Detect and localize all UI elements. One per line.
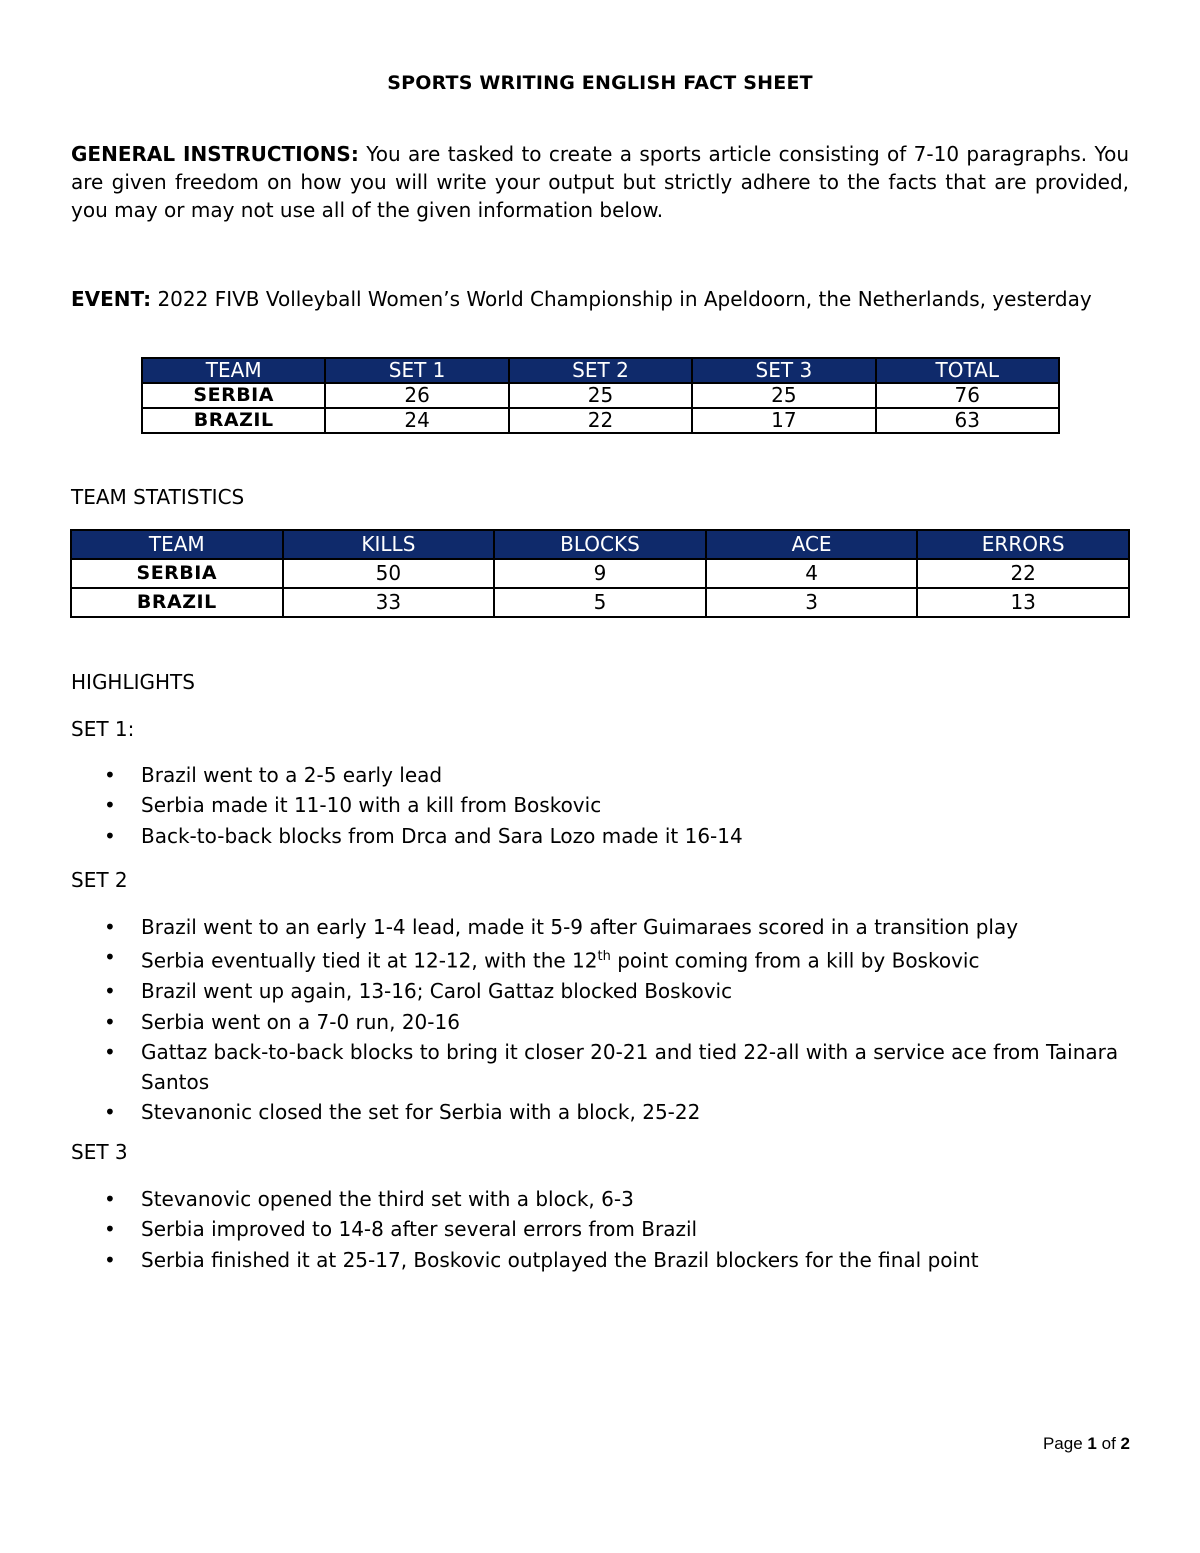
general-instructions [71, 140, 1129, 224]
page-title: SPORTS WRITING ENGLISH FACT SHEET [387, 72, 813, 94]
instructions-label: GENERAL INSTRUCTIONS: [71, 142, 359, 166]
list-item: • Gattaz back-to-back blocks to bring it closer 20-21 and tied 22-all with a service ace from Tainara Santos [71, 1037, 1131, 1098]
table-cell: 25 [509, 383, 692, 408]
table-header: SET 2 [509, 358, 692, 383]
stats-table-header-row [71, 530, 1129, 559]
table-cell: 50 [283, 559, 495, 588]
list-item-text: Serbia eventually tied it at 12-12, with the 12 [141, 948, 598, 973]
table-cell-team: BRAZIL [142, 408, 325, 433]
highlights-heading: HIGHLIGHTS [71, 670, 195, 694]
of-word: of [1101, 1434, 1116, 1453]
instructions-text: You are tasked to create a sports article consisting of 7-10 paragraphs. You are given freedom on how you will write your output but strictly adhere to the facts that are provided, you may or may not use all of the given information below. [71, 142, 1129, 222]
list-item [71, 942, 1131, 976]
list-item-text: point coming from a kill by Boskovic [610, 948, 980, 973]
table-header: SET 3 [692, 358, 875, 383]
table-cell: 25 [692, 383, 875, 408]
event-paragraph [71, 285, 1129, 313]
set1-highlights-list [71, 760, 1131, 851]
set3-highlights-list [71, 1184, 1131, 1275]
set1-heading: SET 1: [71, 717, 135, 741]
table-cell: 22 [917, 559, 1129, 588]
page-number [1000, 1434, 1130, 1454]
table-cell: 63 [876, 408, 1059, 433]
table-header: BLOCKS [494, 530, 706, 559]
table-cell: 13 [917, 588, 1129, 617]
event-label: EVENT: [71, 287, 152, 311]
table-cell: 33 [283, 588, 495, 617]
table-header: KILLS [283, 530, 495, 559]
list-item: • Brazil went to an early 1-4 lead, made it 5-9 after Guimaraes scored in a transition play [71, 912, 1131, 942]
current-page: 1 [1087, 1434, 1097, 1453]
list-item: • Brazil went to a 2-5 early lead [71, 760, 1131, 790]
event-text: 2022 FIVB Volleyball Women’s World Championship in Apeldoorn, the Netherlands, yesterday [151, 287, 1092, 311]
list-item: • Stevanovic opened the third set with a block, 6-3 [71, 1184, 1131, 1214]
list-item: • Stevanonic closed the set for Serbia with a block, 25-22 [71, 1097, 1131, 1127]
table-header: SET 1 [325, 358, 508, 383]
table-header: TOTAL [876, 358, 1059, 383]
table-cell: 24 [325, 408, 508, 433]
table-header: ERRORS [917, 530, 1129, 559]
set2-highlights-list [71, 912, 1131, 1128]
page-word: Page [1042, 1434, 1083, 1453]
list-item: • Serbia went on a 7-0 run, 20-16 [71, 1007, 1131, 1037]
table-row [142, 383, 1059, 408]
total-pages: 2 [1120, 1434, 1130, 1453]
table-header: ACE [706, 530, 918, 559]
table-row [142, 408, 1059, 433]
ordinal-suffix: th [597, 949, 611, 965]
table-header: TEAM [142, 358, 325, 383]
list-item: • Back-to-back blocks from Drca and Sara Lozo made it 16-14 [71, 821, 1131, 851]
table-cell: 3 [706, 588, 918, 617]
score-table-header-row [142, 358, 1059, 383]
table-row [71, 588, 1129, 617]
set3-heading: SET 3 [71, 1140, 128, 1164]
table-cell-team: BRAZIL [71, 588, 283, 617]
list-item: • Serbia made it 11-10 with a kill from Boskovic [71, 790, 1131, 820]
table-cell: 22 [509, 408, 692, 433]
table-cell-team: SERBIA [71, 559, 283, 588]
team-statistics-table [70, 529, 1130, 618]
list-item: • Serbia improved to 14-8 after several errors from Brazil [71, 1214, 1131, 1244]
table-cell-team: SERBIA [142, 383, 325, 408]
table-cell: 26 [325, 383, 508, 408]
list-item: • Serbia finished it at 25-17, Boskovic outplayed the Brazil blockers for the final point [71, 1245, 1131, 1275]
table-header: TEAM [71, 530, 283, 559]
table-cell: 76 [876, 383, 1059, 408]
list-item: • Brazil went up again, 13-16; Carol Gattaz blocked Boskovic [71, 976, 1131, 1006]
table-cell: 9 [494, 559, 706, 588]
table-row [71, 559, 1129, 588]
table-cell: 5 [494, 588, 706, 617]
set2-heading: SET 2 [71, 868, 128, 892]
table-cell: 17 [692, 408, 875, 433]
table-cell: 4 [706, 559, 918, 588]
team-statistics-heading: TEAM STATISTICS [71, 485, 245, 509]
score-table [141, 357, 1060, 434]
